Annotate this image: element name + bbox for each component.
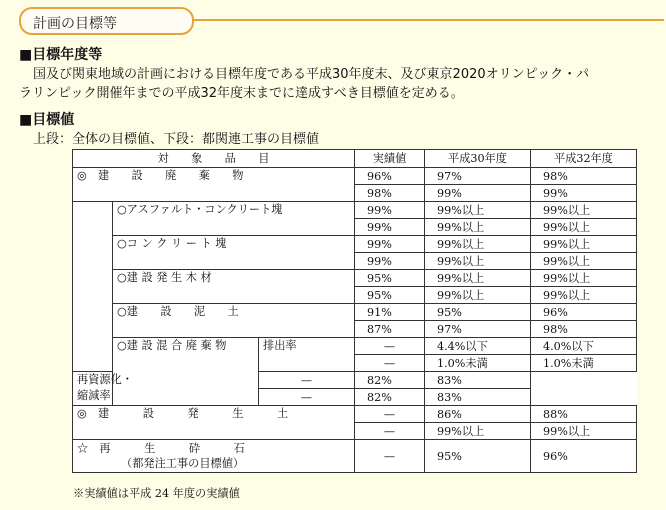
cell: 97% (425, 321, 531, 338)
row-mixed-waste-sub2a: 再資源化・ (77, 373, 133, 386)
row-mixed-waste-sub2 (73, 372, 133, 406)
cell: 82% (355, 389, 425, 406)
cell: 91% (355, 304, 425, 321)
header-item: 対 象 品 目 (73, 150, 355, 168)
cell: 95% (355, 287, 425, 304)
cell: 99%以上 (425, 423, 531, 440)
cell: 99%以上 (425, 236, 531, 253)
row-mixed-waste-sub2b: 縮減率 (77, 389, 111, 402)
cell: 99% (425, 185, 531, 202)
header-h32: 平成32年度 (531, 150, 637, 168)
row-wood-label: ○建 設 発 生 木 材 (113, 270, 355, 304)
title-box (19, 7, 194, 35)
cell: 99%以上 (425, 287, 531, 304)
cell: 1.0%未満 (531, 355, 637, 372)
cell: 97% (425, 168, 531, 185)
table-row (73, 236, 637, 253)
cell: 95% (425, 304, 531, 321)
cell: — (355, 355, 425, 372)
cell: 83% (425, 372, 531, 389)
cell: — (355, 338, 425, 355)
target-value-subheading: 上段：全体の目標値、下段：都関連工事の目標値 (33, 132, 320, 147)
row-surplus-soil-label: ◎ 建 設 発 生 土 (73, 406, 355, 440)
row-sludge-label: ○建 設 泥 土 (113, 304, 355, 338)
cell: 99%以上 (531, 270, 637, 287)
table-row (73, 406, 637, 423)
cell: 99%以上 (531, 219, 637, 236)
table-header-row (73, 150, 637, 168)
cell: 99% (531, 185, 637, 202)
target-year-text-line2: ラリンピック開催年までの平成32年度末までに達成すべき目標値を定める。 (19, 86, 464, 101)
cell: 99%以上 (425, 253, 531, 270)
cell: 99% (355, 219, 425, 236)
row-mixed-waste-label: ○建 設 混 合 廃 棄 物 (113, 338, 259, 406)
cell: — (355, 423, 425, 440)
cell: 99%以上 (425, 219, 531, 236)
row-recycled-gravel-label (73, 440, 355, 473)
cell: 4.4%以下 (425, 338, 531, 355)
cell: 96% (531, 304, 637, 321)
title-rule (192, 19, 664, 21)
row-mixed-waste-sub1: 排出率 (259, 338, 355, 372)
cell: 99%以上 (425, 270, 531, 287)
cell: 99%以上 (531, 253, 637, 270)
cell: 98% (531, 168, 637, 185)
cell: 1.0%未満 (425, 355, 531, 372)
row-asphalt-label: ○アスファルト・コンクリート塊 (113, 202, 355, 236)
cell: — (355, 406, 425, 423)
cell: — (259, 372, 355, 389)
table-row (73, 440, 637, 473)
cell: 95% (425, 440, 531, 473)
cell: 99%以上 (531, 202, 637, 219)
table-row (73, 270, 637, 287)
target-value-table (72, 149, 637, 473)
table-row (73, 168, 637, 185)
cell: 99%以上 (531, 423, 637, 440)
section-target-year-heading: ■目標年度等 (19, 47, 103, 63)
cell: — (355, 440, 425, 473)
cell: 96% (531, 440, 637, 473)
cell: 86% (425, 406, 531, 423)
table-row (73, 202, 637, 219)
row-recycled-gravel-label1: ☆ 再 生 砕 石 (77, 442, 245, 455)
table-row (73, 304, 637, 321)
header-actual: 実績値 (355, 150, 425, 168)
indent-spacer (73, 202, 113, 372)
cell: — (259, 389, 355, 406)
cell: 82% (355, 372, 425, 389)
cell: 99% (355, 236, 425, 253)
cell: 99% (355, 202, 425, 219)
footnote: ※実績値は平成 24 年度の実績値 (73, 487, 240, 500)
row-concrete-label: ○コ ン ク リ ー ト 塊 (113, 236, 355, 270)
cell: 87% (355, 321, 425, 338)
cell: 98% (531, 321, 637, 338)
page-title: 計画の目標等 (33, 16, 117, 32)
cell: 99% (355, 253, 425, 270)
row-construction-waste-label: ◎ 建 設 廃 棄 物 (73, 168, 355, 202)
cell: 83% (425, 389, 531, 406)
table-row (73, 338, 637, 355)
cell: 95% (355, 270, 425, 287)
cell: 88% (531, 406, 637, 423)
section-target-value-heading: ■目標値 (19, 112, 75, 128)
cell: 99%以上 (531, 236, 637, 253)
cell: 4.0%以下 (531, 338, 637, 355)
cell: 98% (355, 185, 425, 202)
cell: 96% (355, 168, 425, 185)
target-year-text-line1: 国及び関東地域の計画における目標年度である平成30年度末、及び東京2020オリンピック・パ (33, 67, 590, 82)
row-recycled-gravel-label2: （都発注工事の目標値） (121, 457, 245, 470)
cell: 99%以上 (531, 287, 637, 304)
header-h30: 平成30年度 (425, 150, 531, 168)
cell: 99%以上 (425, 202, 531, 219)
